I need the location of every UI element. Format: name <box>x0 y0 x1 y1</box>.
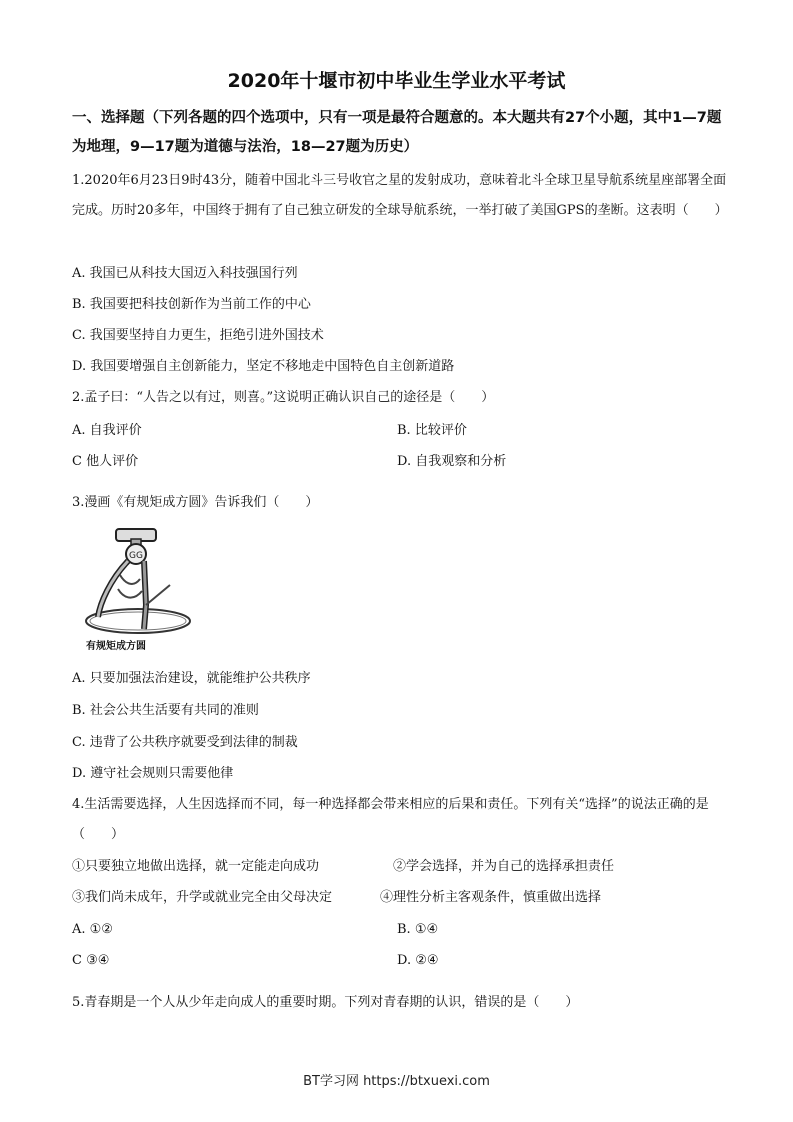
question-3-option-b[interactable]: B. 社会公共生活要有共同的准则 <box>72 703 259 718</box>
question-3-stem: 3.漫画《有规矩成方圆》告诉我们（ ） <box>72 495 319 510</box>
question-3-option-a[interactable]: A. 只要加强法治建设，就能维护公共秩序 <box>72 671 311 686</box>
question-1-stem: 1.2020年6月23日9时43分，随着中国北斗三号收官之星的发射成功，意味着北斗全球卫星导航系统星座部署全面完成。历时20多年，中国终于拥有了自己独立研发的全球导航系统，一举打破了美国GPS的垄断。这表明（ ） <box>72 173 728 218</box>
question-3-option-c[interactable]: C. 违背了公共秩序就要受到法律的制裁 <box>72 735 298 750</box>
question-2-option-d[interactable]: D. 自我观察和分析 <box>397 454 507 469</box>
section-heading: 一、选择题（下列各题的四个选项中，只有一项是最符合题意的。本大题共有27个小题，其中1—7题为地理，9—17题为道德与法治，18—27题为历史） <box>72 110 722 155</box>
svg-text:GG: GG <box>129 551 143 561</box>
compass-cartoon-image <box>80 525 205 653</box>
question-4-option-c[interactable]: C ③④ <box>72 953 110 968</box>
question-4-stem: 4.生活需要选择，人生因选择而不同，每一种选择都会带来相应的后果和责任。下列有关“选择”的说法正确的是（ ） <box>72 797 709 842</box>
cartoon-caption: 有规矩成方圆 <box>86 641 146 652</box>
question-4-statement-3: ③我们尚未成年，升学或就业完全由父母决定 <box>72 890 333 905</box>
question-4-option-b[interactable]: B. ①④ <box>397 922 439 937</box>
question-4-statement-2: ②学会选择，并为自己的选择承担责任 <box>393 859 615 874</box>
question-1-option-c[interactable]: C. 我国要坚持自力更生，拒绝引进外国技术 <box>72 328 324 343</box>
question-1-option-a[interactable]: A. 我国已从科技大国迈入科技强国行列 <box>72 266 298 281</box>
question-1-option-b[interactable]: B. 我国要把科技创新作为当前工作的中心 <box>72 297 311 312</box>
site-footer[interactable]: BT学习网 https://btxuexi.com <box>303 1074 490 1089</box>
question-2-option-c[interactable]: C 他人评价 <box>72 454 139 469</box>
question-3-option-d[interactable]: D. 遵守社会规则只需要他律 <box>72 766 234 781</box>
question-1-option-d[interactable]: D. 我国要增强自主创新能力，坚定不移地走中国特色自主创新道路 <box>72 359 455 374</box>
question-4-option-d[interactable]: D. ②④ <box>397 953 439 968</box>
question-2-option-b[interactable]: B. 比较评价 <box>397 423 467 438</box>
compass-drawing-icon <box>80 525 205 653</box>
question-4-statement-1: ①只要独立地做出选择，就一定能走向成功 <box>72 859 320 874</box>
question-2-option-a[interactable]: A. 自我评价 <box>72 423 142 438</box>
question-5-stem: 5.青春期是一个人从少年走向成人的重要时期。下列对青春期的认识，错误的是（ ） <box>72 995 579 1010</box>
question-2-stem: 2.孟子曰：“人告之以有过，则喜。”这说明正确认识自己的途径是（ ） <box>72 390 495 405</box>
question-4-statement-4: ④理性分析主客观条件，慎重做出选择 <box>380 890 602 905</box>
page-title: 2020年十堰市初中毕业生学业水平考试 <box>227 70 566 92</box>
question-4-option-a[interactable]: A. ①② <box>72 922 113 937</box>
